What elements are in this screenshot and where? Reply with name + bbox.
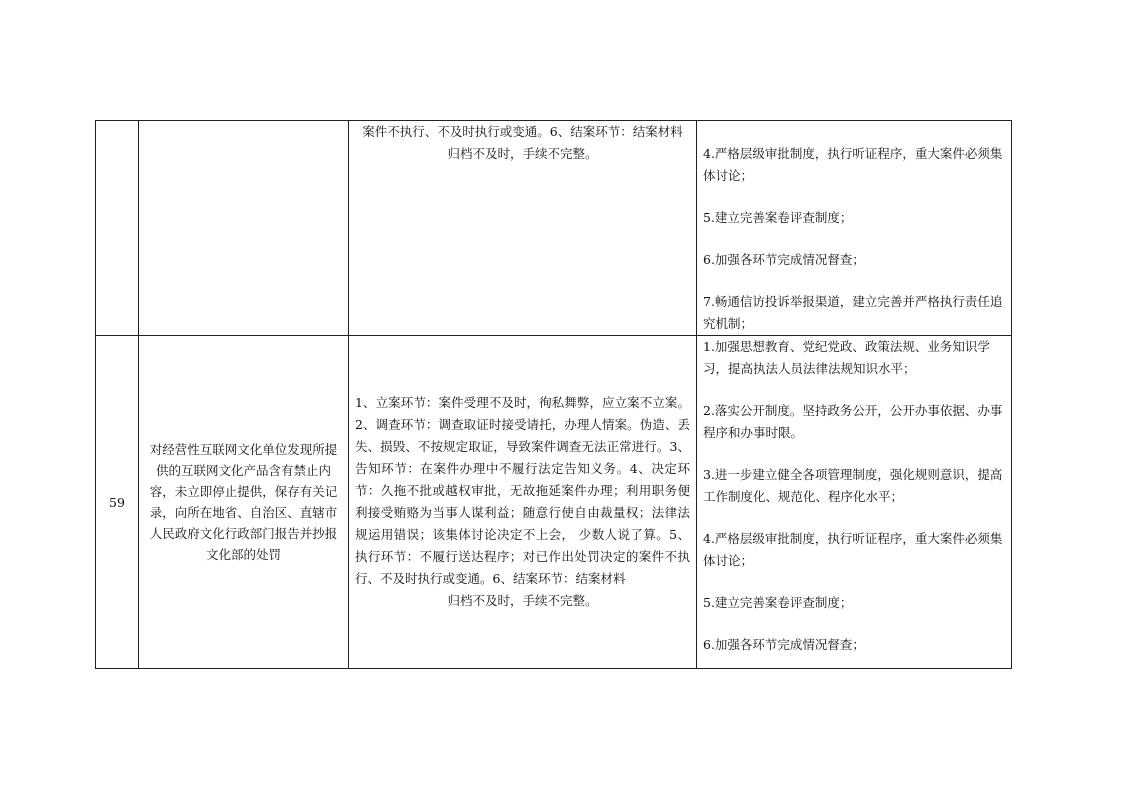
measure-item: 5.建立完善案卷评查制度； — [703, 210, 853, 225]
measure-item: 4.严格层级审批制度，执行听证程序，重大案件必须集体讨论； — [703, 146, 1003, 183]
risk-line: 归档不及时，手续不完整。 — [447, 146, 598, 161]
risk-control-table — [95, 120, 1012, 669]
risk-text-last-line: 归档不及时，手续不完整。 — [447, 593, 598, 608]
row-number-cell: 59 — [96, 336, 139, 669]
measure-item: 7.畅通信访投诉举报渠道，建立完善并严格执行责任追究机制； — [703, 294, 1003, 331]
prevention-measures-cell — [697, 336, 1012, 669]
item-name-cell: 对经营性互联网文化单位发现所提供的互联网文化产品含有禁止内容，未立即停止提供，保存有关记录，向所在地省、自治区、直辖市人民政府文化行政部门报告并抄报文化部的处罚 — [139, 336, 349, 669]
measure-item: 3.进一步建立健全各项管理制度，强化规则意识，提高工作制度化、规范化、程序化水平； — [703, 467, 1003, 504]
item-name-cell — [139, 121, 349, 336]
risk-points-cell — [349, 121, 697, 336]
table-row — [96, 121, 1012, 336]
risk-line: 案件不执行、不及时执行或变通。6、结案环节：结案材料 — [362, 124, 683, 139]
measure-item: 5.建立完善案卷评查制度； — [703, 595, 853, 610]
measure-item: 6.加强各环节完成情况督查； — [703, 637, 865, 652]
prevention-measures-cell — [697, 121, 1012, 336]
row-number-cell — [96, 121, 139, 336]
measure-item: 6.加强各环节完成情况督查； — [703, 252, 865, 267]
risk-text: 1、立案环节：案件受理不及时，徇私舞弊，应立案不立案。2、调查环节：调查取证时接受请托，办理人情案。伪造、丢失、损毁、不按规定取证，导致案件调查无法正常进行。3、告知环节：在案件办理中不履行法定告知义务。4、决定环节：久拖不批或越权审批，无故拖延案件办理；利用职务便利接受贿赂为当事人谋利益；随意行使自由裁量权；法律法规运用错误；该集体讨论决定不上会， 少数人说了算。5、执行环节：不履行送达程序；对已作出处罚决定的案件不执行、不及时执行或变通。6、结案环节：结案材料 — [355, 395, 690, 586]
measure-item: 4.严格层级审批制度，执行听证程序，重大案件必须集体讨论； — [703, 531, 1003, 568]
table-row — [96, 336, 1012, 669]
risk-points-cell — [349, 336, 697, 669]
measure-item: 1.加强思想教育、党纪党政、政策法规、业务知识学习，提高执法人员法律法规知识水平； — [703, 339, 990, 376]
measure-item: 2.落实公开制度。坚持政务公开，公开办事依据、办事程序和办事时限。 — [703, 403, 1003, 440]
